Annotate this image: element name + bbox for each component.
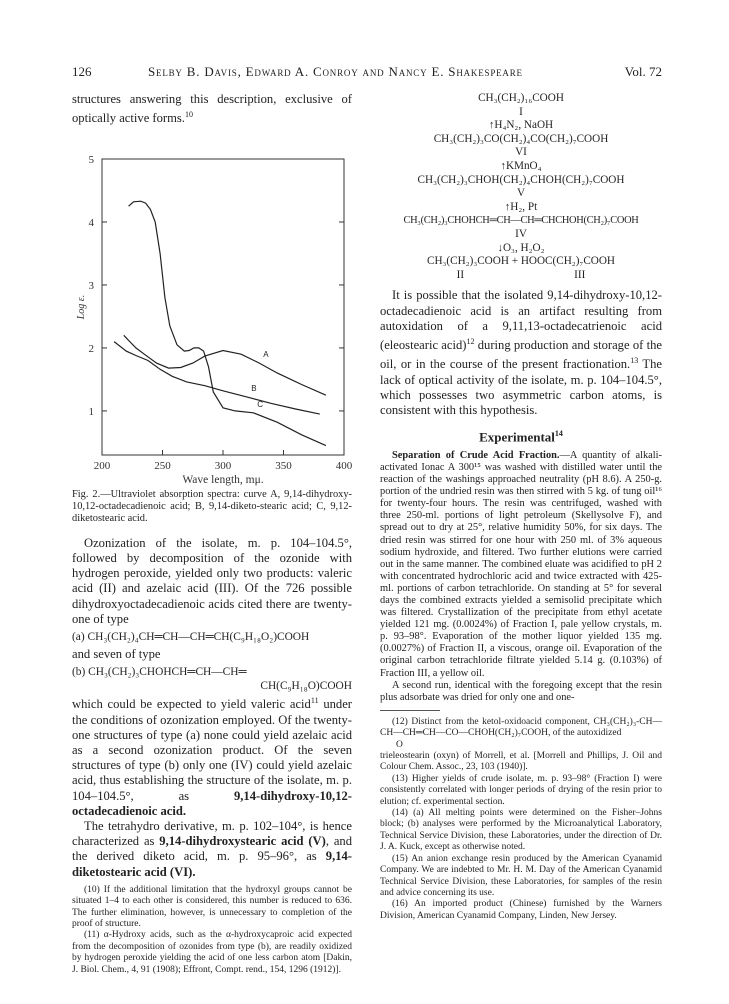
running-header [72,64,662,82]
x-tick-label: 250 [154,459,171,472]
formula-b-line2: CH(C₉H₁₈O)COOH [260,680,352,693]
footnote-12a: (12) Distinct from the ketol-oxidoacid component, CH₃(CH₂)₃-CH—CH—CH═CH—CO—CHOH(CH₂)₇COOH, of the autoxidized [380,716,662,739]
artifact-paragraph: It is possible that the isolated 9,14-dihydroxy-10,12-octadecadienoic acid is an artifact resulting from autoxidation of a 9,11,13-octadecatrienoic acid (eleostearic acid)$^{12}$ during production and storage of the oil, or in the course of the present fractionation.$^{13}$ The lack of optical activity of the isolate, m. p. 104–104.5°, which possesses two asymmetric carbon atoms, is consistent with this hypothesis. [380,288,662,418]
tetrahydro-paragraph: The tetrahydro derivative, m. p. 102–104°, is hence characterized as 9,14-dihydroxystearic acid (V), and the derived diketo acid, m. p. 95–96°, as 9,14-diketostearic acid (VI). [72,819,353,879]
y-tick-label: 2 [88,342,94,355]
and-seven-text: and seven of type [72,647,161,662]
footnote-11: (11) α-Hydroxy acids, such as the α-hydroxycaproic acid expected from the decomposition of ozonides from type (b), are readily oxidized by hydrogen peroxide yielding the acid of one less carbon atom [Dakin, J. Biol. Chem., 4, 91 (1908); Effront, Compt. rend., 154, 1296 (1912)]. [72,930,352,975]
footnote-10: (10) If the additional limitation that the hydroxyl groups cannot be situated 1–4 to each other is considered, this number is reduced to 636. The further elimination, however, is unnecessary to completion of the proof of structure. [72,884,352,930]
label-V: V [516,187,526,200]
second-run-paragraph: A second run, identical with the foregoing except that the resin plus adsorbate was dried for only one and one- [380,679,662,703]
y-tick-label: 5 [88,153,94,166]
page-number: 126 [72,64,92,79]
separation-paragraph: Separation of Crude Acid Fraction.—A quantity of alkali-activated Ionac A 300¹⁵ was washed with distilled water until the reaction of the washings approached neutrality (pH 8.6). A 250-g. portion of the undried resin was then stirred with 5 kg. of tung oil¹⁶ for twenty-four hours. The resin was centrifuged, washed with three 250-ml. portions of light petroleum (Skellysolve F), and spread out to dry at 25°, relative humidity 50%, for six days. The dried resin was stirred for one hour with 250 ml. of 3% aqueous sodium hydroxide, and filtered. Two further elutions were carried out in the same manner. The combined eluate was acidified to pH 2 with concentrated hydrochloric acid and twice extracted with 425-ml. portions of carbon tetrachloride. On standing at 5° for several days the combined extracts yielded a semisolid precipitate which was filtered. Crystallization of the precipitate from ethyl acetate yielded 121 mg. (0.0024%) of Fraction I, pale yellow crystals, m. p. 93–98°. Evaporation of the mother liquor yielded 135 mg. (0.0027%) of Fraction II, a viscous, orange oil. Evaporation of the original carbon tetrachloride filtrate yielded 5.14 g. (0.103%) of Fraction III, a yellow oil. [380,449,662,679]
series-label-C: C [257,399,264,409]
footnote-rule [380,710,440,711]
reagent-3: ↑H₂, Pt [504,200,538,213]
label-I: I [519,105,523,118]
series-label-A: A [263,349,269,359]
y-tick-label: 3 [88,279,94,292]
compound-IV: CH₃(CH₂)₃CHOHCH═CH—CH═CHCHOH(CH₂)₇COOH [403,215,639,227]
chart-canvas [72,127,352,487]
footnote-15: (15) An anion exchange resin produced by the American Cyanamid Company. We are indebted to Mr. H. M. Day of the American Cyanamid Technical Service Division, these Laboratories, for samples of the resin and advice concerning its use. [380,853,662,898]
label-VI: VI [515,146,527,159]
x-tick-label: 350 [275,459,292,472]
y-tick-label: 4 [88,216,94,229]
plot-frame [102,159,344,455]
compound-V: CH₃(CH₂)₃CHOH(CH₂)₄CHOH(CH₂)₇COOH [417,173,625,186]
formula-b-line1: (b) CH₃(CH₂)₃CHOHCH═CH—CH═ [72,666,247,679]
footnote-12b: trieleostearin (oxyn) of Morrell, et al. [Morrell and Phillips, J. Oil and Colour Chem. Assoc., 23, 103 (1940)]. [380,751,662,773]
x-tick-label: 300 [214,459,232,472]
labels-II-III: II III [456,268,586,281]
x-tick-label: 200 [93,459,111,472]
reaction-scheme [380,92,662,282]
up-arrow-icon: ↑ [504,200,511,213]
compound-VI: CH₃(CH₂)₃CO(CH₂)₄CO(CH₂)₇COOH [433,132,609,145]
up-arrow-icon: ↑ [488,119,495,132]
left-column [72,92,352,976]
formula-a: (a) CH₃(CH₂)₄CH═CH—CH═CH(C₉H₁₈O₂)COOH [72,631,310,644]
author-line: Selby B. Davis, Edward A. Conroy and Nancy E. Shakespeare [148,64,523,79]
intro-paragraph: structures answering this description, exclusive of optically active forms.$^{10}$ [72,92,352,126]
footnote-14: (14) (a) All melting points were determined on the Fisher–Johns block; (b) analyses were performed by the Microanalytical Laboratory, Technical Service Division, these Laboratories, under the direction of Dr. J. A. Kuck, except as otherwise noted. [380,808,662,853]
reagent-1: ↑H₄N₂, NaOH [488,119,554,132]
label-IV: IV [515,227,527,240]
footnote-12-oxygen: O [396,739,403,750]
down-arrow-icon: ↓ [497,241,503,254]
y-tick-label: 1 [88,405,94,418]
structure-paragraph: which could be expected to yield valeric acid$^{11}$ under the conditions of ozonization employed. Of the twenty-one structures of type (a) none could yield azelaic acid as a second ozonization product. Of the seven structures of type (b) only one (IV) could yield azelaic acid, thus establishing the structure of the isolate, m. p. 104–104.5°, as 9,14-dihydroxy-10,12-octadecadienoic acid. [72,696,352,818]
footnote-13: (13) Higher yields of crude isolate, m. p. 93–98° (Fraction I) were consistently correlated with longer periods of drying of the resin prior to elution; cf. experimental section. [380,773,662,807]
y-axis-label: Log ε. [76,294,87,319]
up-arrow-icon: ↑ [500,159,506,172]
x-tick-label: 400 [335,459,352,472]
uv-spectra-chart [72,127,352,487]
experimental-heading: Experimental$^{14}$ [479,429,563,445]
products-II-III: CH₃(CH₂)₃COOH + HOOC(CH₂)₇COOH [426,255,616,268]
reagent-2: ↑KMnO₄ [500,159,542,172]
ozonization-paragraph: Ozonization of the isolate, m. p. 104–104.5°, followed by decomposition of the ozonide with hydrogen peroxide, yielded only two products: valeric acid (II) and azelaic acid (III). Of the 726 possible dihydroxyoctadecadienoic acids cited there are twenty-one of type [72,535,352,626]
compound-I: CH₃(CH₂)₁₆COOH [478,92,564,104]
figure-caption: Fig. 2.—Ultraviolet absorption spectra: curve A, 9,14-dihydroxy-10,12-octadecadienoic acid; B, 9,14-diketo-stearic acid; C, 9,12-diketostearic acid. [72,488,352,525]
right-column [380,92,662,922]
volume-label: Vol. 72 [624,64,662,79]
x-axis-label: Wave length, mμ. [182,473,264,486]
footnote-16: (16) An imported product (Chinese) furnished by the Warners Division, American Cyanamid Company, Linden, New Jersey. [380,899,662,921]
reagent-4: ↓O₃, H₂O₂ [497,241,545,254]
series-label-B: B [251,383,257,393]
